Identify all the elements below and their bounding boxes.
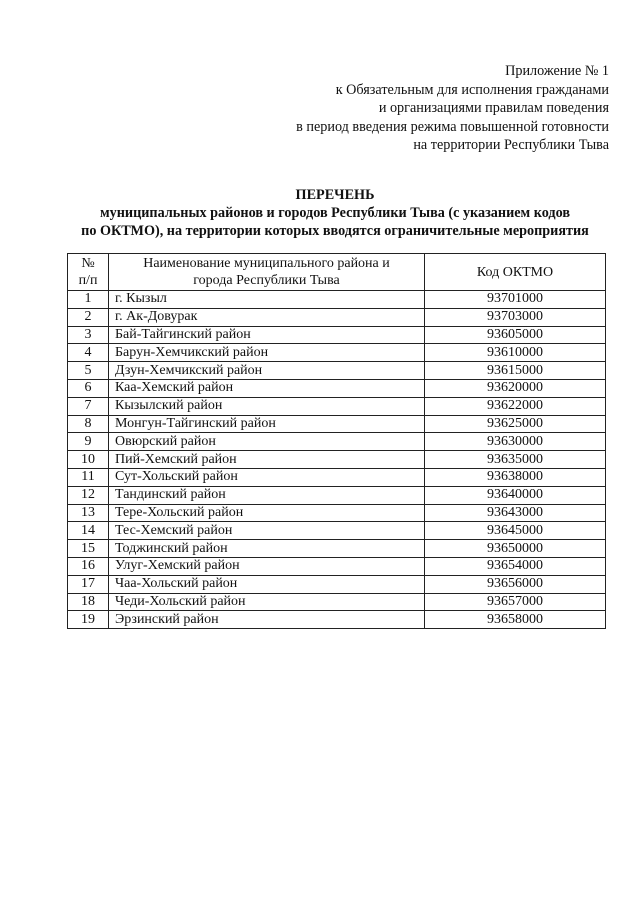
table-row [68,344,606,362]
appendix-line: на территории Республики Тыва [413,137,609,153]
row-code: 93620000 [425,379,606,397]
row-code: 93635000 [425,451,606,469]
heading-line: по ОКТМО), на территории которых вводятся ограничительные мероприятия [81,223,589,239]
row-code: 93630000 [425,433,606,451]
row-number: 10 [68,451,109,469]
table-row [68,575,606,593]
document-title: ПЕРЕЧЕНЬ [295,187,375,203]
table-row [68,291,606,309]
row-name: Пий-Хемский район [109,451,425,469]
row-number: 2 [68,308,109,326]
table-row [68,362,606,380]
row-code: 93657000 [425,593,606,611]
row-name: Сут-Хольский район [109,468,425,486]
table-row [68,504,606,522]
row-name: Дзун-Хемчикский район [109,362,425,380]
row-code: 93622000 [425,397,606,415]
row-code: 93625000 [425,415,606,433]
row-name: Улуг-Хемский район [109,557,425,575]
row-number: 7 [68,397,109,415]
row-name: Тоджинский район [109,540,425,558]
appendix-line: Приложение № 1 [505,63,609,79]
table-row [68,486,606,504]
row-code: 93650000 [425,540,606,558]
table-row [68,611,606,629]
header-number [68,254,109,291]
row-name: Барун-Хемчикский район [109,344,425,362]
header-name-line1: Наименование муниципального района и [143,256,390,271]
row-number: 15 [68,540,109,558]
header-number-line2: п/п [78,273,98,288]
oktmo-table [67,253,606,629]
table-row [68,308,606,326]
header-name-line2: города Республики Тыва [193,273,340,288]
table-row [68,397,606,415]
table-row [68,451,606,469]
row-name: Чаа-Хольский район [109,575,425,593]
table-header-row [68,254,606,291]
row-number: 13 [68,504,109,522]
row-name: Овюрский район [109,433,425,451]
row-code: 93643000 [425,504,606,522]
row-code: 93658000 [425,611,606,629]
row-number: 6 [68,379,109,397]
row-code: 93645000 [425,522,606,540]
row-number: 1 [68,291,109,309]
document-heading [40,186,630,240]
row-number: 8 [68,415,109,433]
row-number: 5 [68,362,109,380]
row-number: 11 [68,468,109,486]
table-row [68,433,606,451]
appendix-line: и организациями правилам поведения [378,100,609,116]
heading-line: муниципальных районов и городов Республики Тыва (с указанием кодов [99,205,571,221]
row-name: Тандинский район [109,486,425,504]
table-row [68,468,606,486]
row-number: 18 [68,593,109,611]
table-row [68,557,606,575]
row-number: 17 [68,575,109,593]
row-name: Монгун-Тайгинский район [109,415,425,433]
row-name: Тес-Хемский район [109,522,425,540]
row-number: 12 [68,486,109,504]
header-name [109,254,425,291]
appendix-line: к Обязательным для исполнения гражданами [335,81,609,98]
appendix-line: в период введения режима повышенной готовности [296,118,609,135]
table-row [68,415,606,433]
row-number: 19 [68,611,109,629]
row-number: 3 [68,326,109,344]
row-name: Эрзинский район [109,611,425,629]
row-number: 16 [68,557,109,575]
row-code: 93654000 [425,557,606,575]
row-code: 93638000 [425,468,606,486]
row-number: 4 [68,344,109,362]
row-name: Каа-Хемский район [109,379,425,397]
header-number-line1: № [81,256,95,271]
row-code: 93605000 [425,326,606,344]
row-number: 9 [68,433,109,451]
table-row [68,326,606,344]
table-row [68,540,606,558]
table-row [68,593,606,611]
row-code: 93701000 [425,291,606,309]
row-name: Бай-Тайгинский район [109,326,425,344]
header-code: Код ОКТМО [425,254,606,291]
appendix-block [189,62,609,155]
row-code: 93615000 [425,362,606,380]
row-code: 93610000 [425,344,606,362]
row-code: 93656000 [425,575,606,593]
row-name: Тере-Хольский район [109,504,425,522]
row-code: 93703000 [425,308,606,326]
row-number: 14 [68,522,109,540]
row-name: г. Кызыл [109,291,425,309]
row-name: г. Ак-Довурак [109,308,425,326]
row-name: Кызылский район [109,397,425,415]
table-row [68,379,606,397]
row-name: Чеди-Хольский район [109,593,425,611]
table-row [68,522,606,540]
row-code: 93640000 [425,486,606,504]
